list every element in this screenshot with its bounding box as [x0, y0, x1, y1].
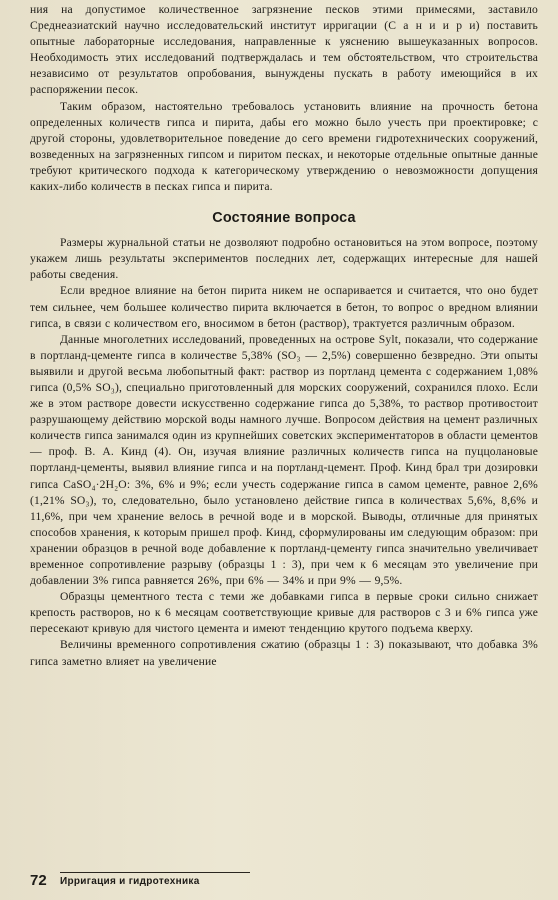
paragraph-continuation: ния на допустимое количественное загрязнение песков этими примесями, заставило Среднеазиатский научно исследовательский институт ирригации (С а н и и р и) поставить опытные лабораторные исследования, направленные к уяснению вышеуказанных вопросов. Необходимость этих исследований подтверждалась и тем обстоятельством, что строительства независимо от результатов опробования, вынуждены пускать в работу имеющийся в их распоряжении песок. [30, 3, 538, 97]
paragraph: Таким образом, настоятельно требовалось установить влияние на прочность бетона определенных количеств гипса и пирита, дабы его можно было учесть при проектировке; с другой стороны, удовлетворительное поведение до сего времени гидротехнических сооружений, возведенных на загрязненных гипсом и пиритом песках, и некоторые отдельные опытные данные требуют критического подхода к категорическому утверждению о невозможности допущения каких-либо количеств в песках гипса и пирита. [30, 99, 538, 194]
footer-rule [60, 872, 250, 873]
paragraph: Величины временного сопротивления сжатию (образцы 1 : 3) показывают, что добавка 3% гипса заметно влияет на увеличение [30, 638, 538, 668]
text-column [30, 2, 538, 670]
paragraph: Если вредное влияние на бетон пирита никем не оспаривается и считается, что оно будет тем сильнее, чем большее количество пирита включается в бетон, то вопрос о вредном влиянии гипса, в связи с количеством его, вносимом в бетон (раствор), трактуется различным образом. [30, 284, 538, 330]
page-footer [30, 872, 538, 892]
paragraph: Размеры журнальной статьи не дозволяют подробно остановиться на этом вопросе, поэтому укажем лишь результаты экспериментов последних лет, содержащих интересные для нашей работы сведения. [30, 236, 538, 282]
page-number: 72 [30, 872, 47, 889]
paragraph: Данные многолетних исследований, проведенных на острове Sylt, показали, что содержание в портланд-цементе гипса в количестве 5,38% (SO₃ — 2,5%) совершенно безвредно. Эти опыты выявили и другой весьма любопытный факт: раствор из портланд цемента с содержанием 1,08% гипса (0,5% SO₃), специально приготовленный для морских сооружений, сохранился плохо. Если же в этом растворе довести искусственно содержание гипса до 5,38%, то раствор противостоит разрушающему действию морской воды намного лучше. Вопросом действия на цемент различных количеств гипса занимался один из крупнейших советских экспериментаторов в области цементов— проф. В. А. Кинд (4). Он, изучая влияние различных количеств гипса на пуццолановые портланд-цементы, выявил влияние гипса и на портланд-цемент. Проф. Кинд брал три дозировки гипса CaSO₄·2H₂O: 3%, 6% и 9%; если учесть содержание гипса в самом цементе, равное 2,6% (1,21% SO₃), то, следовательно, было установлено действие гипса в количествах 5,6%, 8,6% и 11,6%, при чем хранение велось в речной воде и в морской. Выводы, отличные для принятых способов хранения, к которым пришел проф. Кинд, сформулированы им следующим образом: при хранении образцов в речной воде добавление к портланд-цементу гипса значительно увеличивает временное сопротивление разрыву (образцы 1 : 3), при чем к 6 месяцам это увеличение при добавлении 3% гипса равняется 26%, при 6% — 34% и при 9% — 9,5%. [30, 332, 538, 588]
journal-name: Ирригация и гидротехника [60, 876, 200, 887]
paragraph: Образцы цементного теста с теми же добавками гипса в первые сроки сильно снижает крепость растворов, но к 6 месяцам соответствующие кривые для растворов с 3 и 6% гипса уже пересекают кривую для чистого цемента и имеют тенденцию крутого подъема кверху. [30, 590, 538, 636]
section-heading: Состояние вопроса [212, 210, 356, 227]
